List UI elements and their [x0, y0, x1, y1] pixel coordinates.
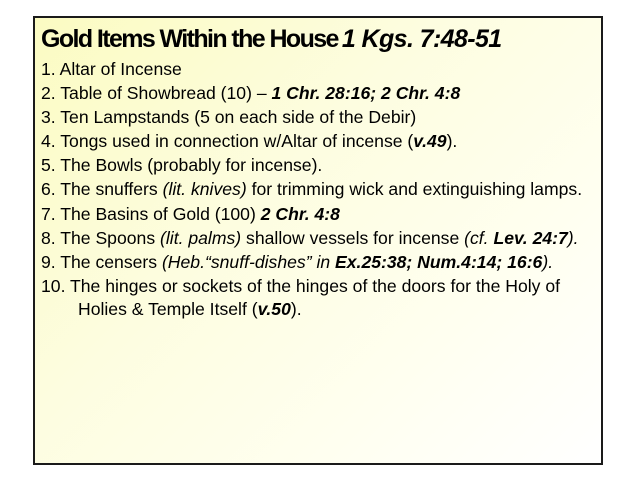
italic-note: (Heb.“snuff-dishes” in [161, 251, 336, 272]
list-item: 4. Tongs used in connection w/Altar of incense (v.49). [41, 131, 458, 152]
title-reference: 1 Kgs. 7:48-51 [341, 25, 502, 53]
list-item: 3. Ten Lampstands (5 on each side of the Debir) [41, 107, 417, 128]
scripture-reference: 1 Chr. 28:16; 2 Chr. 4:8 [271, 83, 461, 104]
list-item: 2. Table of Showbread (10) – 1 Chr. 28:16; 2 Chr. 4:8 [41, 83, 461, 104]
item-list [41, 58, 595, 322]
slide [33, 16, 603, 465]
italic-note: (lit. knives) [162, 179, 247, 200]
list-item: 1. Altar of Incense [41, 59, 182, 79]
list-item: 5. The Bowls (probably for incense). [41, 155, 323, 176]
slide-title [41, 24, 595, 54]
list-item: 8. The Spoons (lit. palms) shallow vessels for incense (cf. Lev. 24:7). [41, 227, 579, 248]
scripture-reference: v.49 [413, 131, 447, 152]
list-item: 10. The hinges or sockets of the hinges of the doors for the Holy of Holies & Temple Itself (v.50). [41, 275, 560, 320]
list-item: 9. The censers (Heb.“snuff-dishes” in Ex.25:38; Num.4:14; 16:6). [41, 251, 554, 272]
scripture-reference: v.50 [257, 299, 291, 320]
italic-note: (lit. palms) [160, 227, 242, 248]
title-main: Gold Items Within the House [41, 25, 338, 53]
scripture-reference: 2 Chr. 4:8 [260, 203, 340, 224]
list-item: 7. The Basins of Gold (100) 2 Chr. 4:8 [41, 203, 340, 224]
scripture-reference: Ex.25:38; Num.4:14; 16:6 [335, 251, 543, 272]
list-item: 6. The snuffers (lit. knives) for trimming wick and extinguishing lamps. [41, 179, 583, 200]
scripture-reference: Lev. 24:7 [493, 227, 568, 248]
